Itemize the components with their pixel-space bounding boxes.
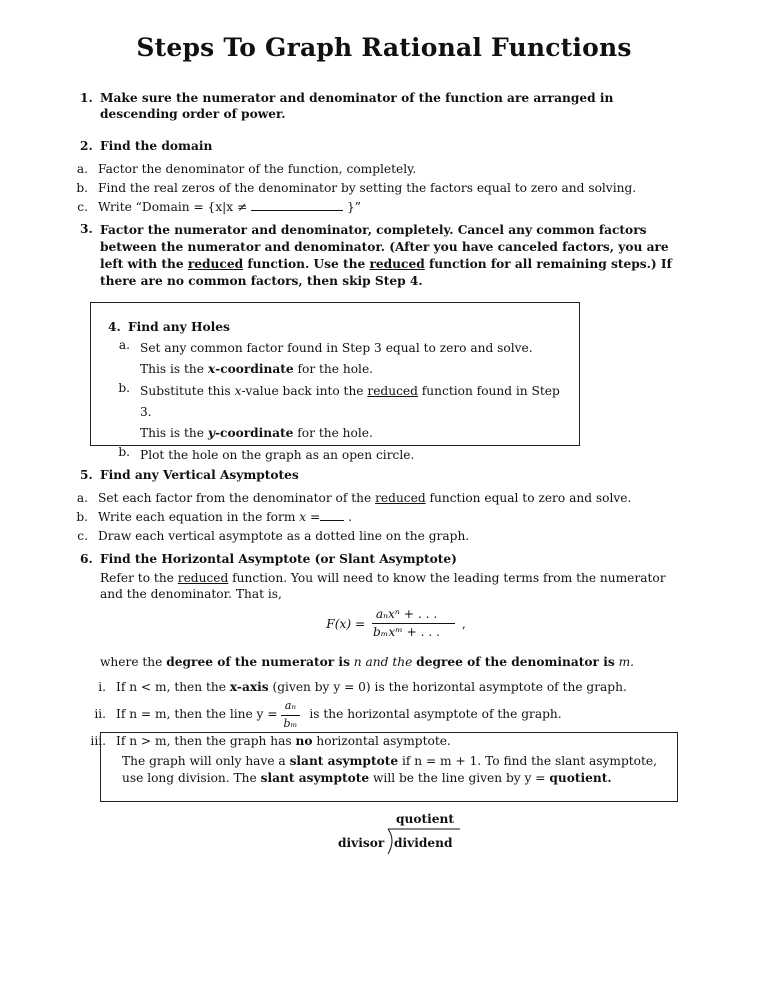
list-item: a. Set each factor from the denominator of the reduced function equal to zero and solve.	[76, 490, 632, 505]
list-item: ii. If n = m, then the line y = $\frac{\text{aₙ}}{\text{bₘ}}$ is the horizontal asymptote of the graph.	[94, 699, 562, 730]
step-number: 5.	[80, 468, 93, 482]
step-number: 3.	[80, 222, 93, 236]
list-item: b. Plot the hole on the graph as an open circle.	[118, 444, 415, 462]
step-5-title: Find any Vertical Asymptotes	[100, 468, 299, 482]
step-2	[76, 139, 692, 215]
rational-formula: F(x) = $\frac{\text{aₙxⁿ + . . .}}{\text{bₘxᵐ + . . .}}$ ,	[326, 606, 466, 640]
list-item: c. Write “Domain = {x|x ≠ }”	[77, 199, 361, 214]
step-number: 6.	[80, 552, 93, 566]
domain-blank	[251, 210, 343, 211]
list-item: b. Find the real zeros of the denominator by setting the factors equal to zero and solving.	[76, 180, 637, 195]
step-6-title: Find the Horizontal Asymptote (or Slant Asymptote)	[100, 552, 457, 566]
quotient-label: quotient	[396, 812, 455, 826]
step-6	[80, 552, 692, 750]
page-title: Steps To Graph Rational Functions	[136, 33, 632, 62]
step-number: 4.	[108, 320, 121, 334]
step-number: 1.	[80, 91, 93, 105]
list-item: b. Write each equation in the form x = .	[76, 509, 352, 524]
list-item: i. If n < m, then the x-axis (given by y = 0) is the horizontal asymptote of the graph.	[98, 680, 627, 695]
step-2-title: Find the domain	[100, 139, 213, 153]
step-5	[76, 468, 692, 544]
step-3: 3. Factor the numerator and denominator, completely. Cancel any common factors between the numerator and denominator. (After you have canceled factors, you are left with the reduced function. Use the reduced function for all remaining steps.) If there are no common factors, then skip Step 4.	[80, 222, 692, 290]
degree-note: where the degree of the numerator is n and the degree of the denominator is m.	[100, 654, 635, 669]
step-4	[108, 320, 568, 466]
equation-blank	[320, 520, 344, 521]
step-4-title: Find any Holes	[128, 320, 230, 334]
list-item: b. Substitute this x-value back into the reduced function found in Step 3. This is the y-coordinate for the hole.	[118, 380, 560, 441]
list-item: iii. If n > m, then the graph has no horizontal asymptote.	[90, 733, 451, 748]
step-1	[80, 91, 692, 123]
step-6-intro: Refer to the reduced function. You will need to know the leading terms from the numerator and the denominator. That is,	[100, 570, 666, 601]
slant-asymptote-text: The graph will only have a slant asymptote if n = m + 1. To find the slant asymptote, use long division. The slant asymptote will be the line given by y = quotient.	[122, 754, 657, 786]
divisor-label: divisor	[338, 836, 385, 850]
list-item: a. Factor the denominator of the function, completely.	[76, 161, 417, 176]
list-item: c. Draw each vertical asymptote as a dotted line on the graph.	[77, 528, 470, 543]
dividend-label: dividend	[394, 836, 453, 850]
step-1-text: Make sure the numerator and denominator of the function are arranged in descending order of power.	[100, 91, 614, 121]
step-number: 2.	[80, 139, 93, 153]
list-item: a. Set any common factor found in Step 3 equal to zero and solve. This is the x-coordinate for the hole.	[118, 337, 533, 377]
